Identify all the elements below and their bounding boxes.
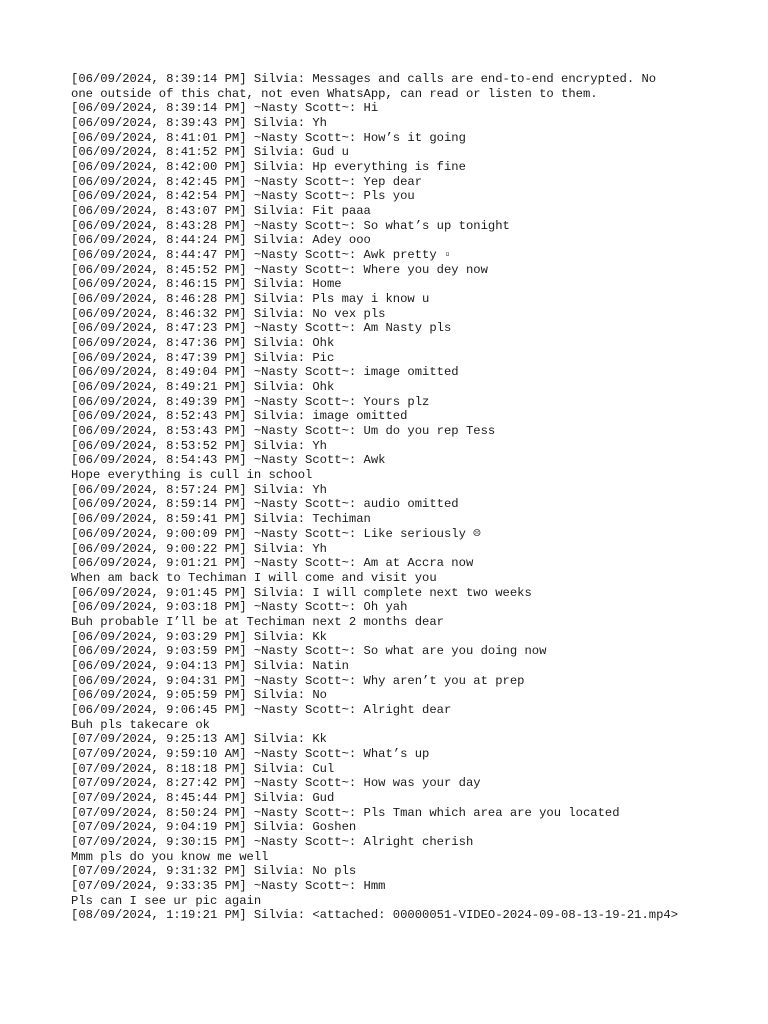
transcript-line: [06/09/2024, 8:46:32 PM] Silvia: No vex pls — [71, 306, 386, 321]
transcript-line: [06/09/2024, 8:46:28 PM] Silvia: Pls may i know u — [71, 292, 430, 307]
transcript-line: [07/09/2024, 8:18:18 PM] Silvia: Cul — [71, 761, 335, 776]
chat-transcript — [71, 72, 751, 923]
transcript-line: [06/09/2024, 9:03:59 PM] ~Nasty Scott~: So what are you doing now — [71, 644, 547, 659]
transcript-line: [06/09/2024, 8:59:41 PM] Silvia: Techiman — [71, 512, 371, 527]
transcript-line: one outside of this chat, not even WhatsApp, can read or listen to them. — [71, 86, 598, 101]
transcript-line: [06/09/2024, 8:45:52 PM] ~Nasty Scott~: Where you dey now — [71, 262, 488, 277]
transcript-line: [06/09/2024, 8:43:07 PM] Silvia: Fit paaa — [71, 204, 371, 219]
transcript-line: [06/09/2024, 8:53:43 PM] ~Nasty Scott~: Um do you rep Tess — [71, 424, 496, 439]
transcript-line: [06/09/2024, 8:54:43 PM] ~Nasty Scott~: Awk — [71, 453, 386, 468]
transcript-line: [06/09/2024, 9:04:31 PM] ~Nasty Scott~: Why aren’t you at prep — [71, 673, 525, 688]
transcript-line: [06/09/2024, 9:03:29 PM] Silvia: Kk — [71, 629, 327, 644]
transcript-line: [07/09/2024, 9:31:32 PM] Silvia: No pls — [71, 864, 357, 879]
transcript-line: [07/09/2024, 9:30:15 PM] ~Nasty Scott~: Alright cherish — [71, 834, 474, 849]
transcript-line: When am back to Techiman I will come and visit you — [71, 570, 437, 585]
transcript-line: [07/09/2024, 8:50:24 PM] ~Nasty Scott~: Pls Tman which area are you located — [71, 805, 620, 820]
transcript-line: Hope everything is cull in school — [71, 468, 313, 483]
transcript-line: [06/09/2024, 9:05:59 PM] Silvia: No — [71, 688, 327, 703]
transcript-line: [06/09/2024, 8:53:52 PM] Silvia: Yh — [71, 438, 327, 453]
transcript-line: [06/09/2024, 8:44:47 PM] ~Nasty Scott~: Awk pretty ▫ — [71, 248, 452, 263]
transcript-line: [06/09/2024, 8:47:39 PM] Silvia: Pic — [71, 350, 335, 365]
transcript-line: [06/09/2024, 9:01:45 PM] Silvia: I will complete next two weeks — [71, 585, 532, 600]
transcript-line: Buh probable I’ll be at Techiman next 2 months dear — [71, 614, 444, 629]
transcript-line: [06/09/2024, 8:42:54 PM] ~Nasty Scott~: Pls you — [71, 189, 415, 204]
transcript-line: Buh pls takecare ok — [71, 717, 210, 732]
transcript-line: [06/09/2024, 8:44:24 PM] Silvia: Adey ooo — [71, 233, 371, 248]
transcript-line: [07/09/2024, 9:59:10 AM] ~Nasty Scott~: What’s up — [71, 746, 430, 761]
transcript-line: [07/09/2024, 9:33:35 PM] ~Nasty Scott~: Hmm — [71, 878, 386, 893]
transcript-line: [06/09/2024, 8:43:28 PM] ~Nasty Scott~: So what’s up tonight — [71, 218, 510, 233]
transcript-line: [06/09/2024, 9:04:13 PM] Silvia: Natin — [71, 658, 349, 673]
transcript-line: [06/09/2024, 8:59:14 PM] ~Nasty Scott~: audio omitted — [71, 497, 459, 512]
transcript-line: [07/09/2024, 9:04:19 PM] Silvia: Goshen — [71, 820, 357, 835]
transcript-line: Mmm pls do you know me well — [71, 849, 269, 864]
transcript-line: [06/09/2024, 9:03:18 PM] ~Nasty Scott~: Oh yah — [71, 600, 408, 615]
transcript-line: [06/09/2024, 8:39:14 PM] ~Nasty Scott~: Hi — [71, 101, 379, 116]
transcript-line: [06/09/2024, 8:47:23 PM] ~Nasty Scott~: Am Nasty pls — [71, 321, 452, 336]
transcript-line: [06/09/2024, 8:57:24 PM] Silvia: Yh — [71, 482, 327, 497]
transcript-line: [07/09/2024, 8:45:44 PM] Silvia: Gud — [71, 790, 335, 805]
transcript-line: [06/09/2024, 8:41:01 PM] ~Nasty Scott~: How’s it going — [71, 130, 466, 145]
transcript-line: [06/09/2024, 8:49:39 PM] ~Nasty Scott~: Yours plz — [71, 394, 430, 409]
transcript-line: [06/09/2024, 8:52:43 PM] Silvia: image omitted — [71, 409, 408, 424]
transcript-line: [06/09/2024, 8:42:45 PM] ~Nasty Scott~: Yep dear — [71, 174, 423, 189]
transcript-line: [06/09/2024, 8:46:15 PM] Silvia: Home — [71, 277, 342, 292]
transcript-line: [06/09/2024, 8:39:43 PM] Silvia: Yh — [71, 116, 327, 131]
transcript-line: [08/09/2024, 1:19:21 PM] Silvia: <attached: 00000051-VIDEO-2024-09-08-13-19-21.mp4> — [71, 908, 679, 923]
transcript-line: [06/09/2024, 8:47:36 PM] Silvia: Ohk — [71, 336, 335, 351]
transcript-line: [07/09/2024, 8:27:42 PM] ~Nasty Scott~: How was your day — [71, 776, 481, 791]
transcript-line: [06/09/2024, 9:01:21 PM] ~Nasty Scott~: Am at Accra now — [71, 556, 474, 571]
transcript-line: [06/09/2024, 8:42:00 PM] Silvia: Hp everything is fine — [71, 160, 466, 175]
transcript-line: Pls can I see ur pic again — [71, 893, 262, 908]
transcript-line: [06/09/2024, 8:39:14 PM] Silvia: Messages and calls are end-to-end encrypted. No — [71, 72, 657, 86]
transcript-line: [06/09/2024, 8:41:52 PM] Silvia: Gud u — [71, 145, 349, 160]
transcript-line: [07/09/2024, 9:25:13 AM] Silvia: Kk — [71, 732, 327, 747]
transcript-line: [06/09/2024, 9:00:22 PM] Silvia: Yh — [71, 541, 327, 556]
transcript-line: [06/09/2024, 8:49:21 PM] Silvia: Ohk — [71, 380, 335, 395]
transcript-line: [06/09/2024, 8:49:04 PM] ~Nasty Scott~: image omitted — [71, 365, 459, 380]
transcript-line: [06/09/2024, 9:00:09 PM] ~Nasty Scott~: Like seriously ☹ — [71, 526, 481, 541]
transcript-line: [06/09/2024, 9:06:45 PM] ~Nasty Scott~: Alright dear — [71, 702, 452, 717]
